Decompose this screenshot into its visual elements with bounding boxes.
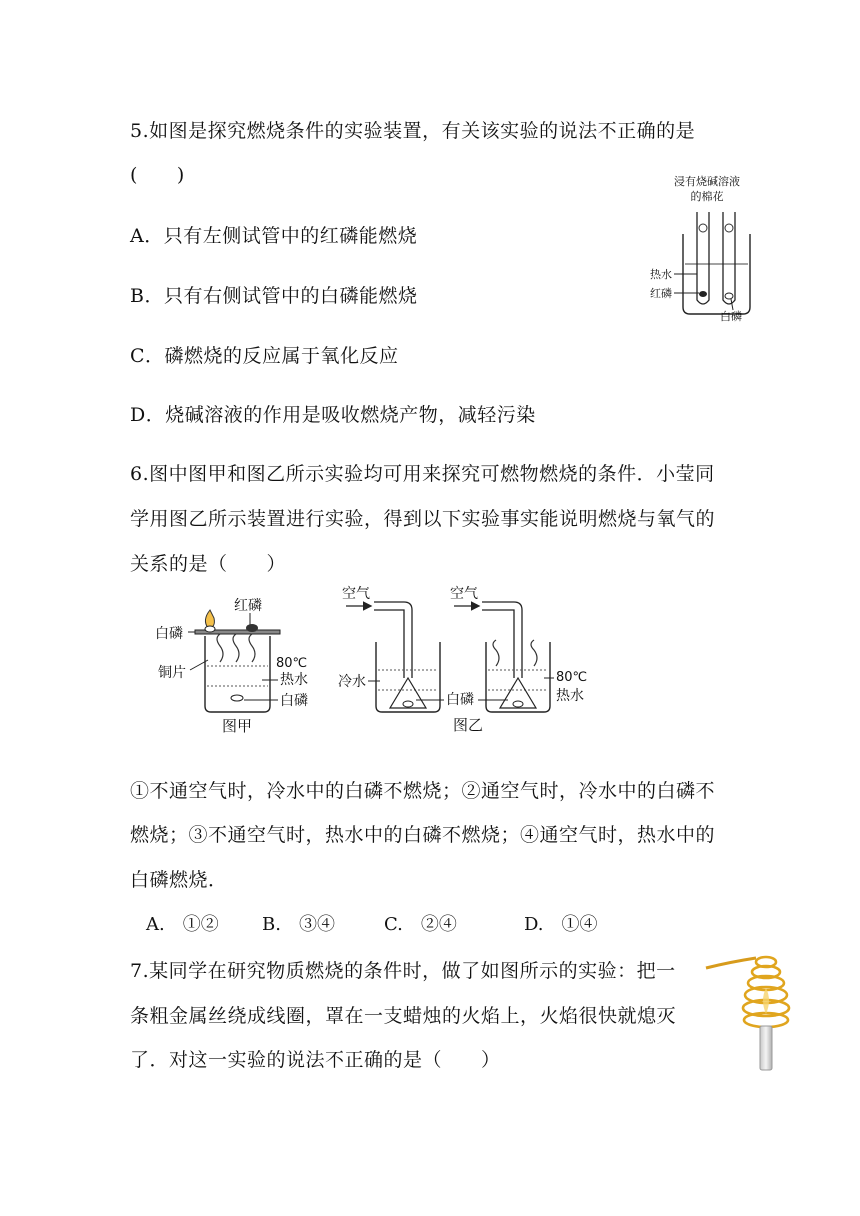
q5-option-a: A．只有左侧试管中的红磷能燃烧 — [130, 225, 418, 247]
jia-label-temp: 80℃ — [276, 656, 308, 671]
q6-stem-line1: 6.图中图甲和图乙所示实验均可用来探究可燃物燃烧的条件．小莹同 — [130, 463, 715, 485]
q6-option-c: C. ②④ — [384, 914, 457, 935]
q5-label-white-p: 白磷 — [720, 310, 742, 323]
q5-white-phosphorus — [725, 293, 733, 299]
q6-option-a: A. ①② — [146, 914, 219, 935]
q5-cotton-right — [725, 224, 733, 232]
jia-white-phosphorus-bottom — [231, 695, 243, 701]
q5-label-cotton-2: 的棉花 — [690, 190, 724, 203]
yi-label-air-left: 空气 — [342, 586, 370, 602]
yi-right-tube — [482, 602, 522, 678]
q5-red-phosphorus — [699, 291, 707, 297]
q6-stem-line2: 学用图乙所示装置进行实验，得到以下实验事实能说明燃烧与氧气的 — [130, 508, 716, 530]
figure-jia — [150, 588, 330, 738]
yi-label-air-right: 空气 — [450, 586, 478, 602]
q7-coil-candle-figure — [700, 940, 800, 1075]
q6-stem-line3: 关系的是（ ） — [130, 553, 287, 575]
jia-label-red-p: 红磷 — [234, 598, 262, 614]
jia-white-phosphorus-top — [205, 626, 215, 632]
yi-label-hot-water: 热水 — [556, 688, 584, 704]
q5-option-b: B．只有右侧试管中的白磷能燃烧 — [130, 285, 418, 307]
q5-stem-line1: 5.如图是探究燃烧条件的实验装置，有关该实验的说法不正确的是 — [130, 120, 696, 142]
jia-flame-icon — [205, 610, 214, 628]
yi-label-white-p: 白磷 — [446, 692, 474, 708]
q6-facts-line2: 燃烧；③不通空气时，热水中的白磷不燃烧；④通空气时，热水中的 — [130, 824, 716, 846]
jia-label-hot-water: 热水 — [280, 672, 308, 688]
figure-yi — [338, 578, 598, 738]
jia-caption: 图甲 — [222, 717, 253, 735]
q5-label-red-p: 红磷 — [650, 287, 672, 300]
yi-label-cold-water: 冷水 — [338, 674, 366, 690]
q7-candle — [760, 1026, 772, 1070]
q5-option-c: C．磷燃烧的反应属于氧化反应 — [130, 345, 399, 367]
q6-facts-line3: 白磷燃烧． — [130, 869, 228, 891]
yi-label-temp: 80℃ — [556, 670, 588, 685]
jia-label-white-p-bottom: 白磷 — [280, 693, 308, 709]
q5-apparatus-figure — [645, 172, 795, 332]
jia-red-phosphorus — [246, 624, 258, 632]
q7-flame-icon — [763, 988, 769, 1014]
q5-option-d: D．烧碱溶液的作用是吸收燃烧产物，减轻污染 — [130, 404, 536, 426]
q7-stem-line2: 条粗金属丝绕成线圈，罩在一支蜡烛的火焰上，火焰很快就熄灭 — [130, 1005, 677, 1027]
q6-option-b: B. ③④ — [262, 914, 335, 935]
q5-stem-line2: ( ) — [130, 164, 185, 186]
q5-label-cotton-1: 浸有烧碱溶液 — [674, 175, 740, 188]
jia-label-white-p-top: 白磷 — [155, 626, 183, 642]
q5-label-hot-water: 热水 — [650, 268, 672, 281]
jia-label-copper: 铜片 — [158, 665, 186, 681]
q7-wire-handle — [706, 958, 756, 968]
q5-cotton-left — [699, 224, 707, 232]
yi-caption: 图乙 — [453, 716, 484, 734]
q5-right-tube — [723, 212, 735, 304]
q5-left-tube — [697, 212, 709, 304]
q7-stem-line3: 了．对这一实验的说法不正确的是（ ） — [130, 1049, 501, 1071]
q6-facts-line1: ①不通空气时，冷水中的白磷不燃烧；②通空气时，冷水中的白磷不 — [130, 780, 716, 802]
yi-left-tube — [374, 602, 412, 678]
q6-option-d: D. ①④ — [524, 914, 598, 935]
q7-stem-line1: 7.某同学在研究物质燃烧的条件时，做了如图所示的实验：把一 — [130, 960, 676, 982]
